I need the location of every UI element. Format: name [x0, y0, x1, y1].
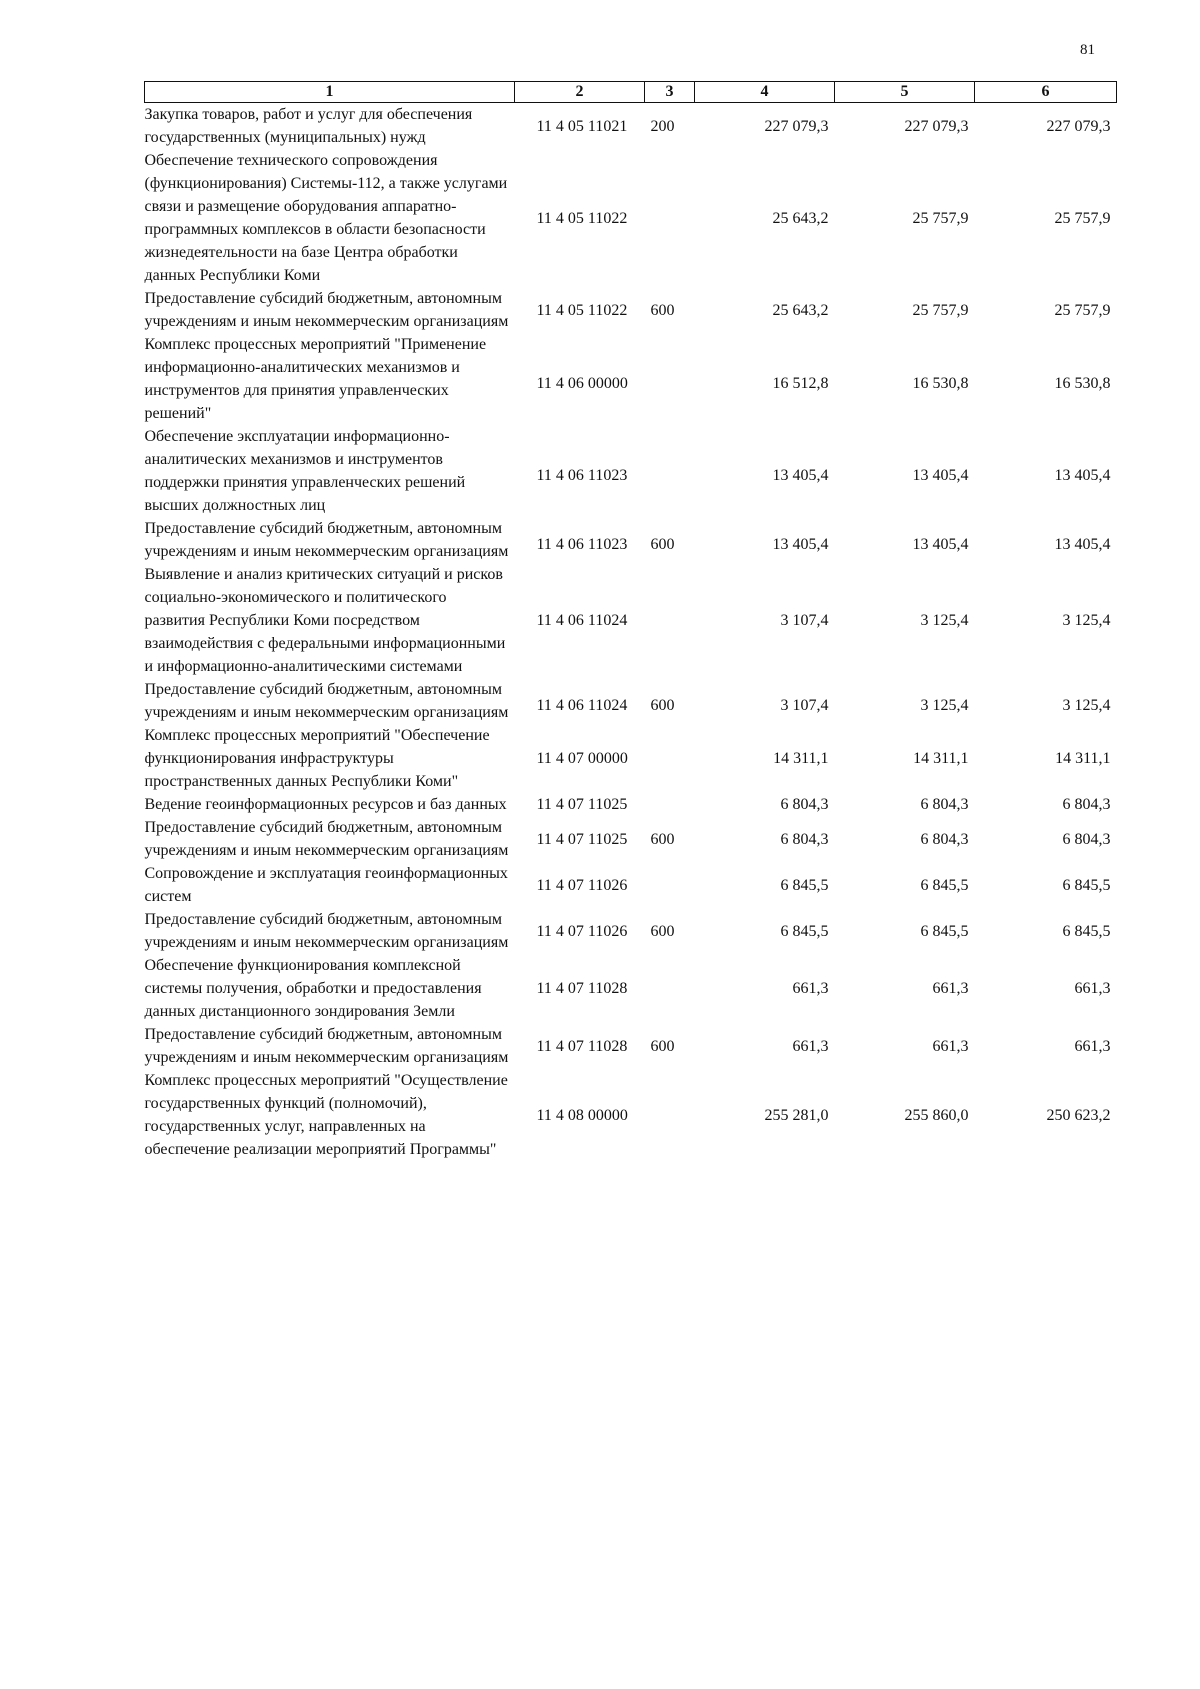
table-row	[145, 103, 1117, 150]
row-value-6: 6 804,3	[1062, 796, 1111, 813]
row-value-5: 6 804,3	[920, 796, 969, 813]
row-value-5: 661,3	[932, 980, 969, 997]
page-number: 81	[1080, 42, 1095, 58]
row-type: 600	[650, 1037, 675, 1055]
row-type: 600	[650, 696, 675, 714]
row-type	[645, 724, 695, 793]
row-value-4: 661,3	[792, 980, 829, 997]
row-value-5: 227 079,3	[904, 117, 969, 135]
row-code: 11 4 06 11023	[536, 535, 628, 553]
row-value-5: 13 405,4	[912, 466, 969, 484]
row-type	[645, 954, 695, 1023]
row-value-6: 14 311,1	[1055, 750, 1111, 767]
row-code: 11 4 06 11024	[536, 612, 628, 629]
table-row	[145, 908, 1117, 954]
table-body	[145, 103, 1117, 1162]
row-value-4: 6 804,3	[780, 830, 829, 848]
row-code: 11 4 07 11025	[536, 796, 628, 813]
row-value-5: 25 757,9	[912, 301, 969, 319]
header-row	[145, 82, 1117, 103]
table-row	[145, 793, 1117, 816]
row-type	[645, 149, 695, 287]
row-value-4: 13 405,4	[772, 535, 829, 553]
row-code: 11 4 07 11028	[536, 980, 628, 997]
row-value-6: 661,3	[1074, 1037, 1111, 1055]
row-name: Комплекс процессных мероприятий "Осуществление государственных функций (полномочий), государственных услуг, направленных на обеспечение реализации мероприятий Программы"	[144, 1072, 508, 1158]
row-type	[645, 563, 695, 678]
row-value-6: 16 530,8	[1054, 374, 1111, 392]
table-row	[145, 724, 1117, 793]
row-code: 11 4 05 11021	[536, 117, 628, 135]
header-col-1: 1	[145, 82, 515, 103]
row-name: Предоставление субсидий бюджетным, автономным учреждениям и иным некоммерческим организациям	[144, 819, 509, 859]
budget-table	[144, 81, 1117, 1161]
row-name: Обеспечение технического сопровождения (функционирования) Системы-112, а также услугами связи и размещение оборудования аппаратно-программных комплексов в области безопасности жизнедеятельности на базе Центра обработки данных Республики Коми	[144, 152, 508, 284]
row-code: 11 4 08 00000	[536, 1106, 628, 1124]
row-value-6: 13 405,4	[1054, 466, 1111, 484]
row-type	[645, 862, 695, 908]
row-value-4: 13 405,4	[772, 466, 829, 484]
row-code: 11 4 06 11024	[536, 696, 628, 714]
table-row	[145, 425, 1117, 517]
row-value-6: 25 757,9	[1054, 301, 1111, 319]
table-row	[145, 954, 1117, 1023]
row-name: Предоставление субсидий бюджетным, автономным учреждениям и иным некоммерческим организациям	[144, 911, 509, 951]
header-col-3: 3	[645, 82, 695, 103]
table-row	[145, 1023, 1117, 1069]
header-col-6: 6	[975, 82, 1117, 103]
table-row	[145, 1069, 1117, 1161]
table-row	[145, 862, 1117, 908]
row-type: 200	[650, 117, 675, 135]
row-value-6: 6 804,3	[1062, 830, 1111, 848]
row-code: 11 4 07 00000	[536, 750, 628, 767]
row-value-4: 6 845,5	[780, 922, 829, 940]
row-type	[645, 1069, 695, 1161]
row-value-4: 661,3	[792, 1037, 829, 1055]
row-value-5: 16 530,8	[912, 374, 969, 392]
table-row	[145, 149, 1117, 287]
row-code: 11 4 06 11023	[536, 466, 628, 484]
table-header	[145, 82, 1117, 103]
table-row	[145, 287, 1117, 333]
row-value-4: 25 643,2	[772, 301, 829, 319]
table-row	[145, 678, 1117, 724]
row-type: 600	[650, 301, 675, 319]
row-value-4: 3 107,4	[780, 696, 829, 714]
row-code: 11 4 07 11026	[536, 876, 628, 894]
row-name: Сопровождение и эксплуатация геоинформационных систем	[144, 865, 508, 905]
row-value-6: 227 079,3	[1046, 117, 1111, 135]
row-code: 11 4 07 11025	[536, 830, 628, 848]
header-col-4: 4	[695, 82, 835, 103]
row-value-6: 3 125,4	[1062, 612, 1111, 629]
header-col-2: 2	[515, 82, 645, 103]
row-value-6: 13 405,4	[1054, 535, 1111, 553]
row-name: Предоставление субсидий бюджетным, автономным учреждениям и иным некоммерческим организациям	[144, 520, 509, 560]
row-value-4: 3 107,4	[780, 612, 829, 629]
row-value-5: 25 757,9	[912, 209, 969, 227]
row-name: Обеспечение функционирования комплексной системы получения, обработки и предоставления данных дистанционного зондирования Земли	[144, 957, 482, 1020]
table-row	[145, 816, 1117, 862]
row-name: Предоставление субсидий бюджетным, автономным учреждениям и иным некоммерческим организациям	[144, 681, 509, 721]
row-value-4: 16 512,8	[772, 374, 829, 392]
row-type	[645, 333, 695, 425]
row-value-5: 6 804,3	[920, 830, 969, 848]
row-value-4: 6 845,5	[780, 876, 829, 894]
table-row	[145, 517, 1117, 563]
row-value-4: 6 804,3	[780, 796, 829, 813]
row-name: Выявление и анализ критических ситуаций и рисков социально-экономического и политического развития Республики Коми посредством взаимодействия с федеральными информационными и информационно-аналитическими системами	[144, 566, 506, 675]
row-value-4: 255 281,0	[764, 1106, 829, 1124]
row-type	[645, 793, 695, 816]
table-row	[145, 333, 1117, 425]
table-row	[145, 563, 1117, 678]
row-type: 600	[650, 535, 675, 553]
row-value-6: 250 623,2	[1046, 1106, 1111, 1124]
row-type: 600	[650, 830, 675, 848]
row-value-4: 14 311,1	[773, 750, 829, 767]
row-code: 11 4 06 00000	[536, 374, 628, 392]
row-value-5: 14 311,1	[913, 750, 969, 767]
row-value-6: 6 845,5	[1062, 876, 1111, 894]
row-value-5: 13 405,4	[912, 535, 969, 553]
row-name: Комплекс процессных мероприятий "Обеспечение функционирования инфраструктуры пространственных данных Республики Коми"	[144, 727, 490, 790]
row-value-6: 25 757,9	[1054, 209, 1111, 227]
row-code: 11 4 05 11022	[536, 209, 628, 227]
row-type	[645, 425, 695, 517]
row-name: Обеспечение эксплуатации информационно-аналитических механизмов и инструментов поддержки принятия управленческих решений высших должностных лиц	[144, 428, 466, 514]
row-value-6: 661,3	[1074, 980, 1111, 997]
row-name: Закупка товаров, работ и услуг для обеспечения государственных (муниципальных) нужд	[144, 106, 473, 146]
row-value-5: 6 845,5	[920, 922, 969, 940]
row-code: 11 4 07 11026	[536, 922, 628, 940]
row-value-4: 25 643,2	[772, 209, 829, 227]
row-value-5: 3 125,4	[920, 612, 969, 629]
row-code: 11 4 07 11028	[536, 1037, 628, 1055]
row-value-5: 255 860,0	[904, 1106, 969, 1124]
row-value-5: 3 125,4	[920, 696, 969, 714]
row-name: Предоставление субсидий бюджетным, автономным учреждениям и иным некоммерческим организациям	[144, 1026, 509, 1066]
row-name: Комплекс процессных мероприятий "Применение информационно-аналитических механизмов и инструментов для принятия управленческих решений"	[144, 336, 487, 422]
row-value-5: 6 845,5	[920, 876, 969, 894]
row-code: 11 4 05 11022	[536, 301, 628, 319]
row-value-5: 661,3	[932, 1037, 969, 1055]
row-name: Предоставление субсидий бюджетным, автономным учреждениям и иным некоммерческим организациям	[144, 290, 509, 330]
row-name: Ведение геоинформационных ресурсов и баз данных	[144, 796, 507, 813]
row-value-4: 227 079,3	[764, 117, 829, 135]
row-value-6: 3 125,4	[1062, 696, 1111, 714]
header-col-5: 5	[835, 82, 975, 103]
row-value-6: 6 845,5	[1062, 922, 1111, 940]
row-type: 600	[650, 922, 675, 940]
